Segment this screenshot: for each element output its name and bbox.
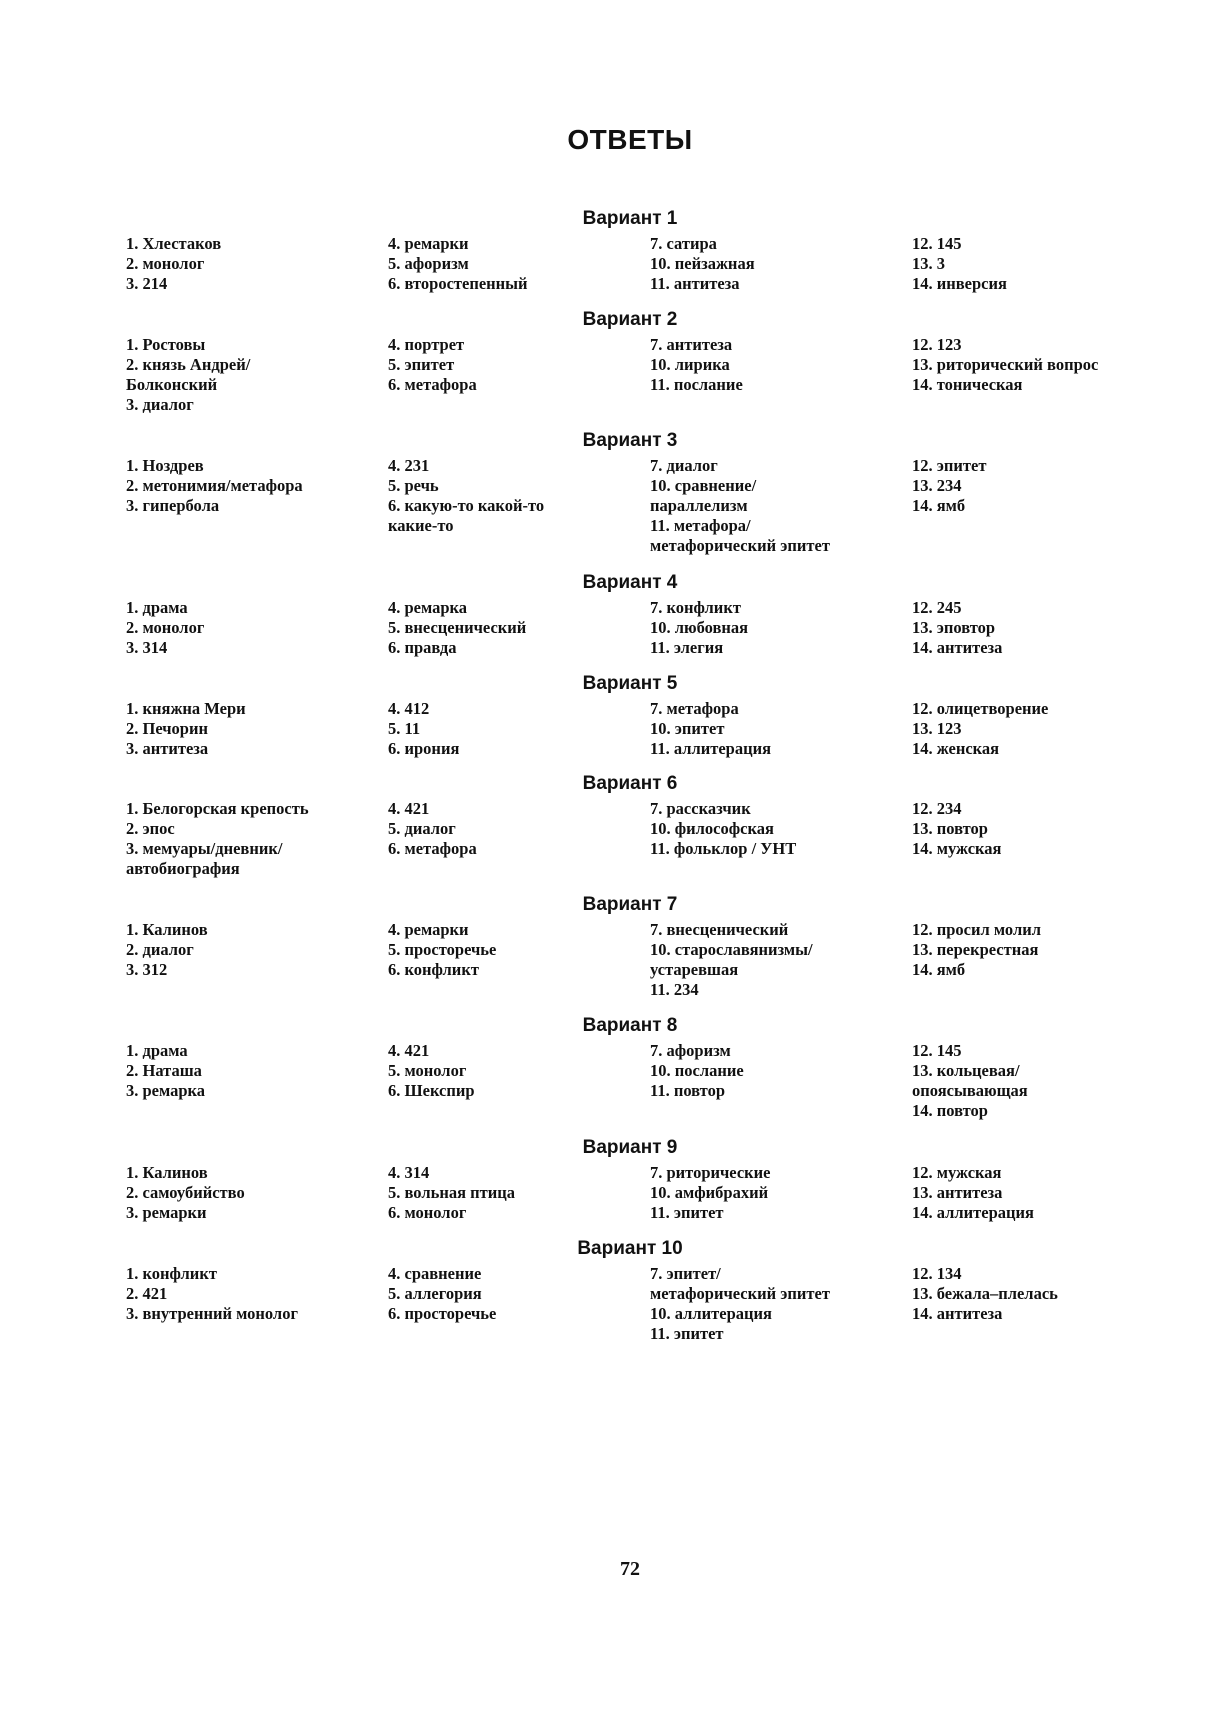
answer-column	[388, 799, 650, 859]
answer-column	[388, 598, 650, 658]
answer-item: 14. повтор	[912, 1101, 988, 1120]
answer-item: 5. диалог	[388, 819, 456, 838]
answer-item: 14. тоническая	[912, 375, 1023, 394]
answer-item: 4. портрет	[388, 335, 465, 354]
answer-item: 5. монолог	[388, 1061, 467, 1080]
answer-item: 10. эпитет	[650, 719, 725, 738]
answer-column	[126, 1264, 388, 1324]
answer-column	[388, 1264, 650, 1324]
answer-item: 13. эповтор	[912, 618, 996, 637]
answer-column	[126, 234, 388, 294]
answer-item: 11. метафора/ метафорический эпитет	[650, 516, 830, 555]
answer-item: 11. повтор	[650, 1081, 725, 1100]
answer-item: 2. монолог	[126, 254, 205, 273]
answer-column	[912, 335, 1152, 395]
answer-item: 7. сатира	[650, 234, 717, 253]
answer-column	[650, 598, 912, 658]
answer-item: 13. перекрестная	[912, 940, 1039, 959]
answer-item: 7. диалог	[650, 456, 718, 475]
answer-item: 2. Печорин	[126, 719, 208, 738]
answer-item: 14. антитеза	[912, 1304, 1003, 1323]
answer-item: 6. конфликт	[388, 960, 479, 979]
answer-item: 12. 145	[912, 234, 962, 253]
answer-item: 10. амфибрахий	[650, 1183, 769, 1202]
answer-item: 12. 134	[912, 1264, 962, 1283]
answer-column	[126, 598, 388, 658]
answer-column	[650, 1163, 912, 1223]
answer-item: 14. ямб	[912, 496, 966, 515]
answer-item: 11. эпитет	[650, 1203, 724, 1222]
answer-item: 6. ирония	[388, 739, 460, 758]
answer-item: 6. метафора	[388, 375, 477, 394]
answer-item: 3. внутренний монолог	[126, 1304, 298, 1323]
answer-item: 6. монолог	[388, 1203, 467, 1222]
answer-item: 4. 421	[388, 799, 430, 818]
answer-column	[912, 1041, 1152, 1121]
answer-column	[650, 234, 912, 294]
answer-item: 1. драма	[126, 1041, 188, 1060]
answer-item: 13. бежала–плелась	[912, 1284, 1058, 1303]
answer-item: 5. эпитет	[388, 355, 455, 374]
answer-item: 3. 214	[126, 274, 168, 293]
answer-item: 2. метонимия/метафора	[126, 476, 303, 495]
answer-item: 11. послание	[650, 375, 743, 394]
answer-item: 10. пейзажная	[650, 254, 755, 273]
answer-item: 1. Ноздрев	[126, 456, 204, 475]
variant-title: Вариант 2	[582, 309, 678, 330]
answer-item: 4. сравнение	[388, 1264, 482, 1283]
answer-item: 7. антитеза	[650, 335, 733, 354]
answer-column	[912, 799, 1152, 859]
answer-item: 6. правда	[388, 638, 457, 657]
answer-item: 10. послание	[650, 1061, 744, 1080]
answer-item: 2. эпос	[126, 819, 175, 838]
answer-column	[126, 456, 388, 516]
answer-column	[912, 234, 1152, 294]
answer-column	[388, 1163, 650, 1223]
answer-column	[912, 920, 1152, 980]
answer-item: 11. эпитет	[650, 1324, 724, 1343]
answer-item: 4. ремарки	[388, 920, 469, 939]
answer-item: 7. эпитет/ метафорический эпитет	[650, 1264, 830, 1303]
answer-item: 3. ремарка	[126, 1081, 206, 1100]
answer-column	[388, 234, 650, 294]
answer-item: 5. 11	[388, 719, 421, 738]
variant-title: Вариант 6	[582, 773, 678, 794]
answer-item: 5. аллегория	[388, 1284, 482, 1303]
answer-item: 5. просторечье	[388, 940, 497, 959]
answer-column	[126, 699, 388, 759]
answer-column	[126, 799, 388, 879]
answer-item: 13. 123	[912, 719, 962, 738]
answer-item: 14. ямб	[912, 960, 966, 979]
answer-item: 1. драма	[126, 598, 188, 617]
answer-item: 11. 234	[650, 980, 699, 999]
variant-title: Вариант 7	[582, 894, 678, 915]
answer-item: 1. княжна Мери	[126, 699, 246, 718]
answer-item: 4. ремарки	[388, 234, 469, 253]
answer-item: 12. 145	[912, 1041, 962, 1060]
answer-item: 4. 412	[388, 699, 430, 718]
answer-item: 1. Белогорская крепость	[126, 799, 309, 818]
answer-column	[388, 699, 650, 759]
answer-item: 6. просторечье	[388, 1304, 497, 1323]
answer-item: 4. 314	[388, 1163, 430, 1182]
answer-item: 12. эпитет	[912, 456, 987, 475]
answer-column	[912, 1163, 1152, 1223]
page-title: ОТВЕТЫ	[567, 124, 693, 155]
answer-item: 5. внесценический	[388, 618, 527, 637]
answer-item: 6. второстепенный	[388, 274, 528, 293]
variant-title: Вариант 1	[582, 208, 678, 229]
answer-item: 4. ремарка	[388, 598, 468, 617]
answer-item: 10. любовная	[650, 618, 749, 637]
answer-item: 7. рассказчик	[650, 799, 751, 818]
answer-item: 7. афоризм	[650, 1041, 731, 1060]
answer-column	[388, 456, 650, 536]
answer-item: 14. аллитерация	[912, 1203, 1034, 1222]
answer-item: 10. философская	[650, 819, 774, 838]
answer-column	[126, 1163, 388, 1223]
answer-item: 3. мемуары/дневник/ автобиография	[126, 839, 283, 878]
answer-column	[650, 920, 912, 1000]
answer-item: 5. речь	[388, 476, 439, 495]
answer-item: 10. сравнение/ параллелизм	[650, 476, 757, 515]
answer-item: 5. вольная птица	[388, 1183, 515, 1202]
answer-item: 1. Калинов	[126, 1163, 208, 1182]
answer-item: 14. антитеза	[912, 638, 1003, 657]
page-number: 72	[620, 1558, 640, 1580]
answer-item: 10. аллитерация	[650, 1304, 772, 1323]
answer-item: 2. Наташа	[126, 1061, 202, 1080]
answer-item: 10. старославянизмы/ устаревшая	[650, 940, 813, 979]
answer-item: 7. внесценический	[650, 920, 789, 939]
answer-item: 4. 231	[388, 456, 430, 475]
answer-item: 6. Шекспир	[388, 1081, 475, 1100]
answer-item: 14. женская	[912, 739, 1000, 758]
answer-column	[912, 598, 1152, 658]
answer-item: 14. инверсия	[912, 274, 1007, 293]
answer-item: 12. олицетворение	[912, 699, 1049, 718]
answer-item: 10. лирика	[650, 355, 730, 374]
answer-item: 1. конфликт	[126, 1264, 217, 1283]
answer-item: 3. антитеза	[126, 739, 209, 758]
answer-item: 6. метафора	[388, 839, 477, 858]
answer-item: 5. афоризм	[388, 254, 469, 273]
answer-item: 3. 314	[126, 638, 168, 657]
answer-item: 13. антитеза	[912, 1183, 1003, 1202]
answer-item: 12. 234	[912, 799, 962, 818]
answer-item: 3. ремарки	[126, 1203, 207, 1222]
answer-item: 1. Ростовы	[126, 335, 206, 354]
variant-title: Вариант 8	[582, 1015, 678, 1036]
answer-item: 11. антитеза	[650, 274, 740, 293]
answer-column	[912, 456, 1152, 516]
answer-item: 2. монолог	[126, 618, 205, 637]
answer-item: 11. аллитерация	[650, 739, 772, 758]
answer-item: 13. повтор	[912, 819, 988, 838]
variant-title: Вариант 9	[582, 1137, 678, 1158]
answer-column	[388, 335, 650, 395]
answer-column	[912, 1264, 1152, 1324]
answer-column	[650, 699, 912, 759]
answer-item: 7. конфликт	[650, 598, 741, 617]
answer-item: 7. метафора	[650, 699, 739, 718]
answer-column	[650, 335, 912, 395]
answer-item: 11. фольклор / УНТ	[650, 839, 797, 858]
answer-item: 3. гипербола	[126, 496, 220, 515]
answer-item: 2. князь Андрей/ Болконский	[126, 355, 251, 394]
answer-column	[126, 920, 388, 980]
variant-title: Вариант 4	[582, 572, 678, 593]
answer-item: 2. самоубийство	[126, 1183, 245, 1202]
answer-column	[650, 1264, 912, 1344]
answer-item: 12. просил молил	[912, 920, 1041, 939]
variant-title: Вариант 10	[577, 1238, 683, 1259]
variant-title: Вариант 3	[582, 430, 678, 451]
answer-column	[126, 1041, 388, 1101]
answer-item: 11. элегия	[650, 638, 724, 657]
answer-item: 1. Калинов	[126, 920, 208, 939]
answer-item: 6. какую-то какой-то какие-то	[388, 496, 545, 535]
variant-title: Вариант 5	[582, 673, 678, 694]
answer-column	[650, 1041, 912, 1101]
answer-item: 3. 312	[126, 960, 168, 979]
answer-item: 7. риторические	[650, 1163, 771, 1182]
answer-item: 2. 421	[126, 1284, 168, 1303]
answer-column	[650, 799, 912, 859]
answer-item: 14. мужская	[912, 839, 1002, 858]
answer-column	[126, 335, 388, 415]
answer-column	[912, 699, 1152, 759]
answer-item: 12. 123	[912, 335, 962, 354]
answer-column	[650, 456, 912, 556]
answer-item: 4. 421	[388, 1041, 430, 1060]
answer-item: 12. мужская	[912, 1163, 1002, 1182]
answer-item: 1. Хлестаков	[126, 234, 222, 253]
answer-item: 13. риторический вопрос	[912, 355, 1099, 374]
answer-item: 3. диалог	[126, 395, 194, 414]
answer-item: 2. диалог	[126, 940, 194, 959]
answer-column	[388, 920, 650, 980]
answer-item: 13. 3	[912, 254, 945, 273]
answer-item: 13. 234	[912, 476, 962, 495]
answer-item: 12. 245	[912, 598, 962, 617]
answer-column	[388, 1041, 650, 1101]
answer-item: 13. кольцевая/ опоясывающая	[912, 1061, 1028, 1100]
